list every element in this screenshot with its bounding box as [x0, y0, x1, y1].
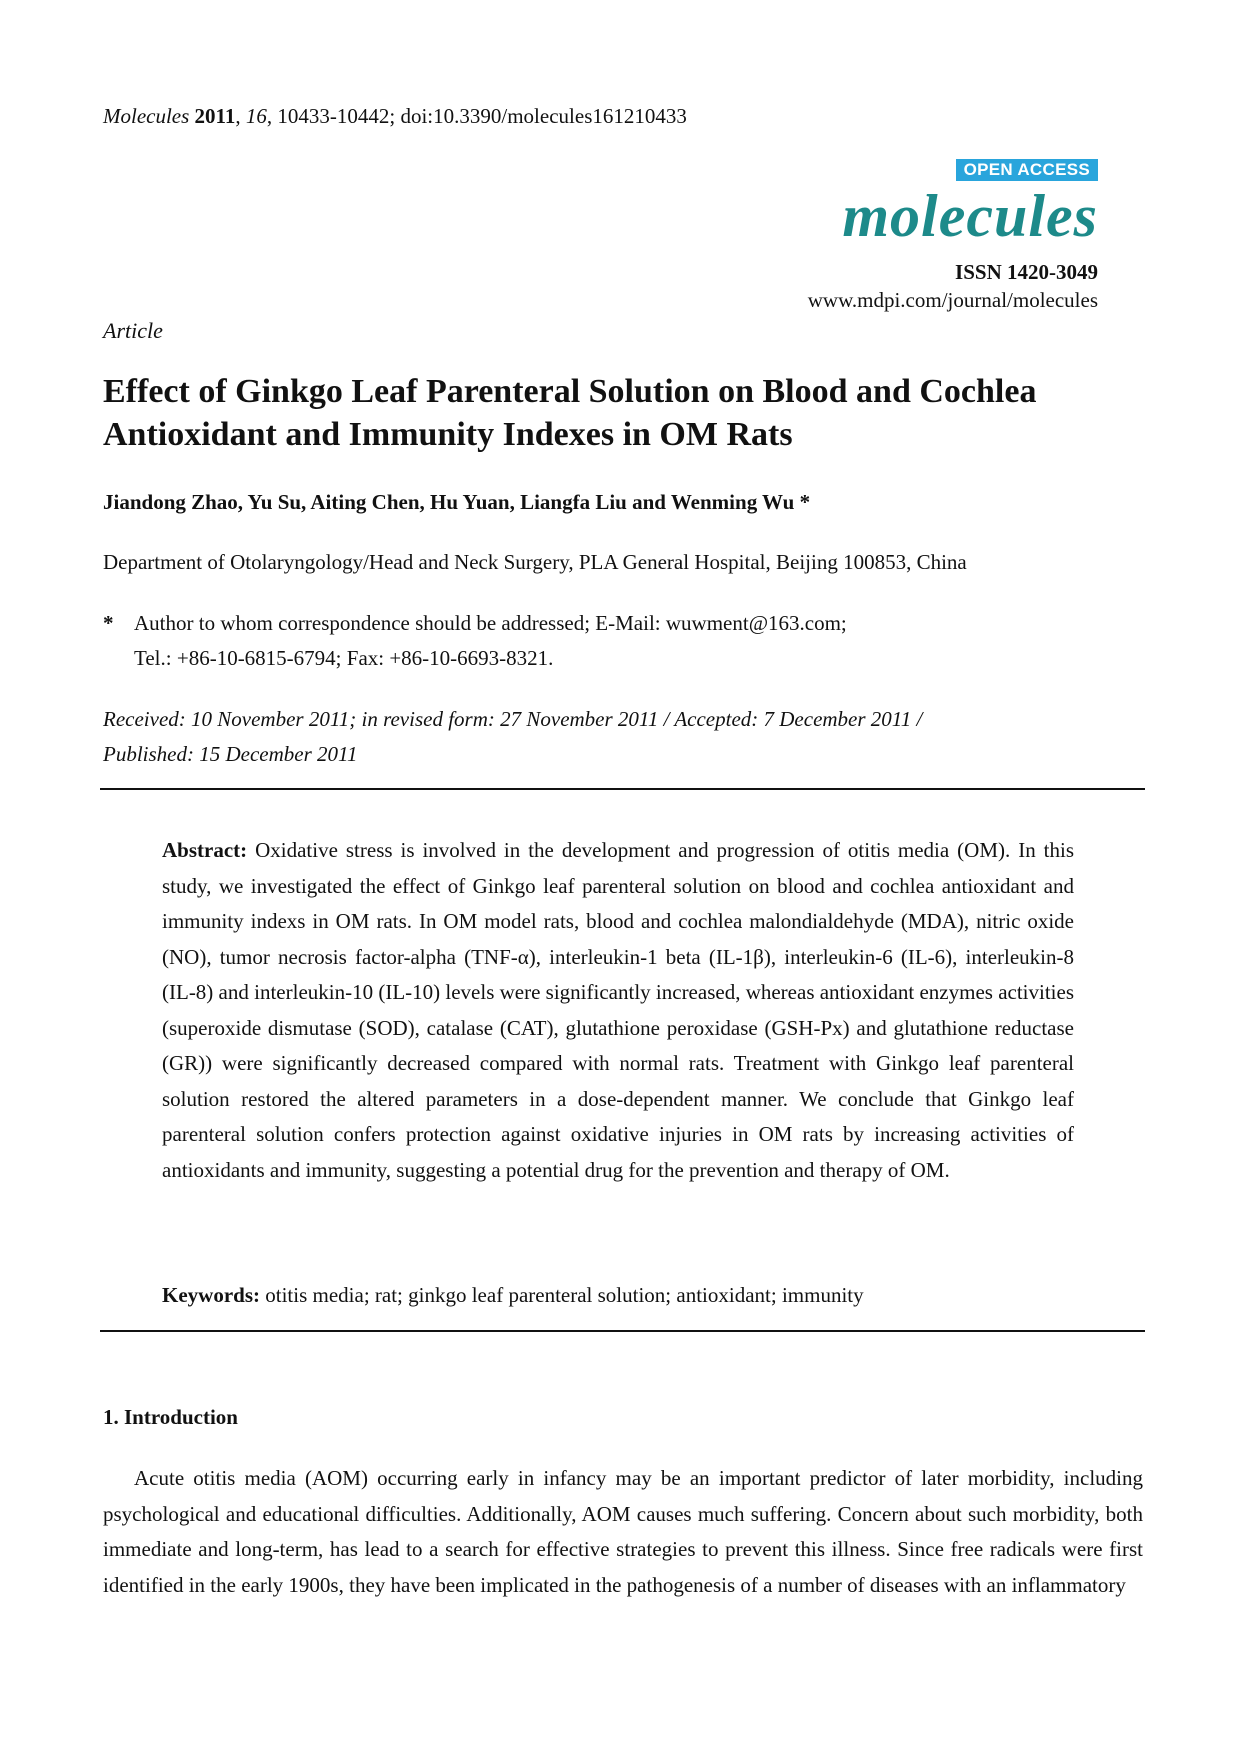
citation-line: Molecules 2011, 16, 10433-10442; doi:10.3390/molecules161210433	[103, 104, 687, 128]
top-divider	[100, 788, 1145, 790]
affiliation: Department of Otolaryngology/Head and Neck Surgery, PLA General Hospital, Beijing 100853, China	[103, 550, 967, 574]
article-title	[103, 370, 1143, 456]
title-line-1: Effect of Ginkgo Leaf Parenteral Solution on Blood and Cochlea	[103, 373, 1037, 410]
keywords-label: Keywords:	[162, 1283, 260, 1307]
keywords	[162, 1283, 1074, 1308]
issn: ISSN 1420-3049	[955, 260, 1098, 284]
citation-volume: 16	[245, 104, 267, 128]
citation-rest: , 10433-10442; doi:10.3390/molecules161210433	[266, 104, 687, 128]
section-heading-introduction: 1. Introduction	[103, 1405, 238, 1429]
journal-logo: molecules	[842, 183, 1098, 249]
abstract-label: Abstract:	[162, 838, 248, 862]
dates-line-2: Published: 15 December 2011	[103, 742, 358, 766]
dates-line-1: Received: 10 November 2011; in revised form: 27 November 2011 / Accepted: 7 December 2011 /	[103, 707, 923, 731]
correspondence-star: *	[103, 611, 114, 635]
article-type: Article	[103, 318, 163, 343]
correspondence-line-1: Author to whom correspondence should be addressed; E-Mail: wuwment@163.com;	[134, 611, 847, 635]
open-access-badge: OPEN ACCESS	[956, 159, 1098, 181]
title-line-2: Antioxidant and Immunity Indexes in OM Rats	[103, 416, 793, 453]
correspondence	[103, 606, 847, 676]
publication-dates	[103, 702, 1143, 772]
bottom-divider	[100, 1330, 1145, 1332]
correspondence-line-2: Tel.: +86-10-6815-6794; Fax: +86-10-6693-8321.	[134, 646, 554, 670]
abstract-text: Oxidative stress is involved in the development and progression of otitis media (OM). In this study, we investigated the effect of Ginkgo leaf parenteral solution on blood and cochlea antioxidant and immunity indexs in OM rats. In OM model rats, blood and cochlea malondialdehyde (MDA), nitric oxide (NO), tumor necrosis factor-alpha (TNF-α), interleukin-1 beta (IL-1β), interleukin-6 (IL-6), interleukin-8 (IL-8) and interleukin-10 (IL-10) levels were significantly increased, whereas antioxidant enzymes activities (superoxide dismutase (SOD), catalase (CAT), glutathione peroxidase (GSH-Px) and glutathione reductase (GR)) were significantly decreased compared with normal rats. Treatment with Ginkgo leaf parenteral solution restored the altered parameters in a dose-dependent manner. We conclude that Ginkgo leaf parenteral solution confers protection against oxidative injuries in OM rats by increasing activities of antioxidants and immunity, suggesting a potential drug for the prevention and therapy of OM.	[162, 838, 1074, 1182]
introduction-paragraph: Acute otitis media (AOM) occurring early in infancy may be an important predictor of later morbidity, including psychological and educational difficulties. Additionally, AOM causes much suffering. Concern about such morbidity, both immediate and long-term, has lead to a search for effective strategies to prevent this illness. Since free radicals were first identified in the early 1900s, they have been implicated in the pathogenesis of a number of diseases with an inflammatory	[103, 1466, 1143, 1597]
journal-url[interactable]: www.mdpi.com/journal/molecules	[807, 288, 1098, 312]
citation-year: 2011	[194, 104, 236, 128]
keywords-text: otitis media; rat; ginkgo leaf parenteral solution; antioxidant; immunity	[265, 1283, 864, 1307]
abstract	[162, 833, 1074, 1188]
citation-journal: Molecules	[103, 104, 190, 128]
author-list: Jiandong Zhao, Yu Su, Aiting Chen, Hu Yuan, Liangfa Liu and Wenming Wu *	[103, 490, 811, 514]
